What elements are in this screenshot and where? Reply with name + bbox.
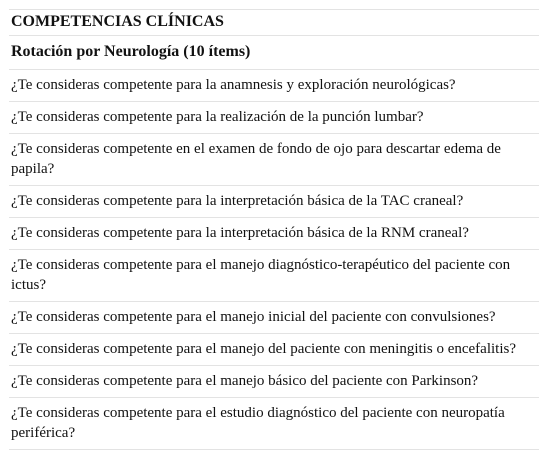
question-row-3: ¿Te consideras competente en el examen de fondo de ojo para descartar edema de papila?: [9, 133, 539, 185]
competencies-table: [9, 9, 539, 450]
question-row-6: ¿Te consideras competente para el manejo diagnóstico-terapéutico del paciente con ictus?: [9, 249, 539, 301]
question-row-2: ¿Te consideras competente para la realización de la punción lumbar?: [9, 101, 539, 133]
question-row-7: ¿Te consideras competente para el manejo inicial del paciente con convulsiones?: [9, 301, 539, 333]
question-row-4: ¿Te consideras competente para la interpretación básica de la TAC craneal?: [9, 185, 539, 217]
section-heading: Rotación por Neurología (10 ítems): [9, 35, 539, 69]
question-row-8: ¿Te consideras competente para el manejo del paciente con meningitis o encefalitis?: [9, 333, 539, 365]
question-row-10: ¿Te consideras competente para el estudio diagnóstico del paciente con neuropatía periférica?: [9, 397, 539, 450]
table-title: COMPETENCIAS CLÍNICAS: [9, 9, 539, 35]
question-row-9: ¿Te consideras competente para el manejo básico del paciente con Parkinson?: [9, 365, 539, 397]
question-row-5: ¿Te consideras competente para la interpretación básica de la RNM craneal?: [9, 217, 539, 249]
question-row-1: ¿Te consideras competente para la anamnesis y exploración neurológicas?: [9, 69, 539, 101]
